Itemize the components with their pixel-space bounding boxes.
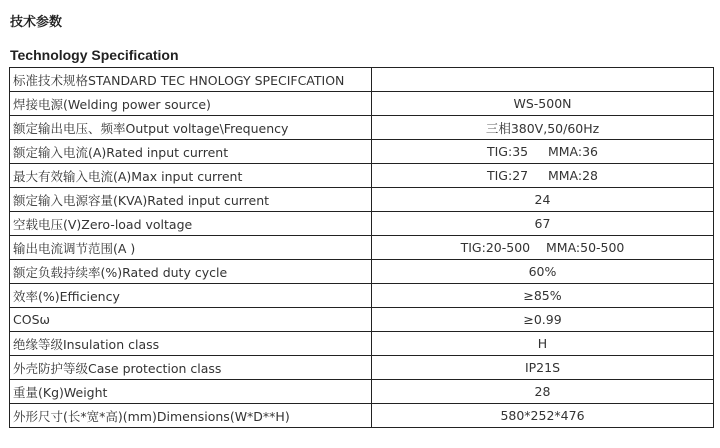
spec-label: 额定输入电流(A)Rated input current <box>10 140 371 163</box>
spec-label: 重量(Kg)Weight <box>10 380 371 403</box>
spec-label: 外形尺寸(长*宽*高)(mm)Dimensions(W*D**H) <box>10 404 371 427</box>
spec-label: 额定输出电压、频率Output voltage\Frequency <box>10 116 371 139</box>
table-row <box>10 260 713 283</box>
section-heading-chinese: 技术参数 <box>10 15 63 30</box>
spec-label: 空载电压(V)Zero-load voltage <box>10 212 371 235</box>
spec-label: 外壳防护等级Case protection class <box>10 356 371 379</box>
spec-label: 输出电流调节范围(A ) <box>10 236 371 259</box>
section-heading-english: Technology Specification <box>10 47 179 63</box>
spec-label: 最大有效输入电流(A)Max input current <box>10 164 371 187</box>
spec-value: 28 <box>372 380 713 403</box>
spec-label: 额定输入电源容量(KVA)Rated input current <box>10 188 371 211</box>
table-row <box>10 356 713 379</box>
table-row <box>10 140 713 163</box>
spec-value: 580*252*476 <box>372 404 713 427</box>
spec-value: IP21S <box>372 356 713 379</box>
spec-value: WS-500N <box>372 92 713 115</box>
table-row <box>10 212 713 235</box>
spec-value: TIG:35 MMA:36 <box>372 140 713 163</box>
table-row <box>10 308 713 331</box>
spec-label: 效率(%)Efficiency <box>10 284 371 307</box>
spec-label: 标准技术规格STANDARD TEC HNOLOGY SPECIFCATION <box>10 68 371 91</box>
table-row <box>10 188 713 211</box>
spec-label: COSω <box>10 308 371 331</box>
table-row <box>10 380 713 403</box>
specification-table <box>9 67 714 428</box>
spec-value: 67 <box>372 212 713 235</box>
spec-label: 额定负载持续率(%)Rated duty cycle <box>10 260 371 283</box>
spec-value: TIG:20-500 MMA:50-500 <box>372 236 713 259</box>
spec-value: 三相380V,50/60Hz <box>372 116 713 139</box>
spec-value: ≥0.99 <box>372 308 713 331</box>
table-row <box>10 236 713 259</box>
table-row <box>10 92 713 115</box>
spec-value <box>372 68 713 91</box>
table-row <box>10 164 713 187</box>
spec-value: TIG:27 MMA:28 <box>372 164 713 187</box>
table-row <box>10 404 713 427</box>
table-row <box>10 332 713 355</box>
table-row <box>10 68 713 91</box>
spec-label: 绝缘等级Insulation class <box>10 332 371 355</box>
spec-value: H <box>372 332 713 355</box>
spec-value: 60% <box>372 260 713 283</box>
spec-label: 焊接电源(Welding power source) <box>10 92 371 115</box>
table-row <box>10 116 713 139</box>
spec-value: 24 <box>372 188 713 211</box>
table-row <box>10 284 713 307</box>
spec-value: ≥85% <box>372 284 713 307</box>
